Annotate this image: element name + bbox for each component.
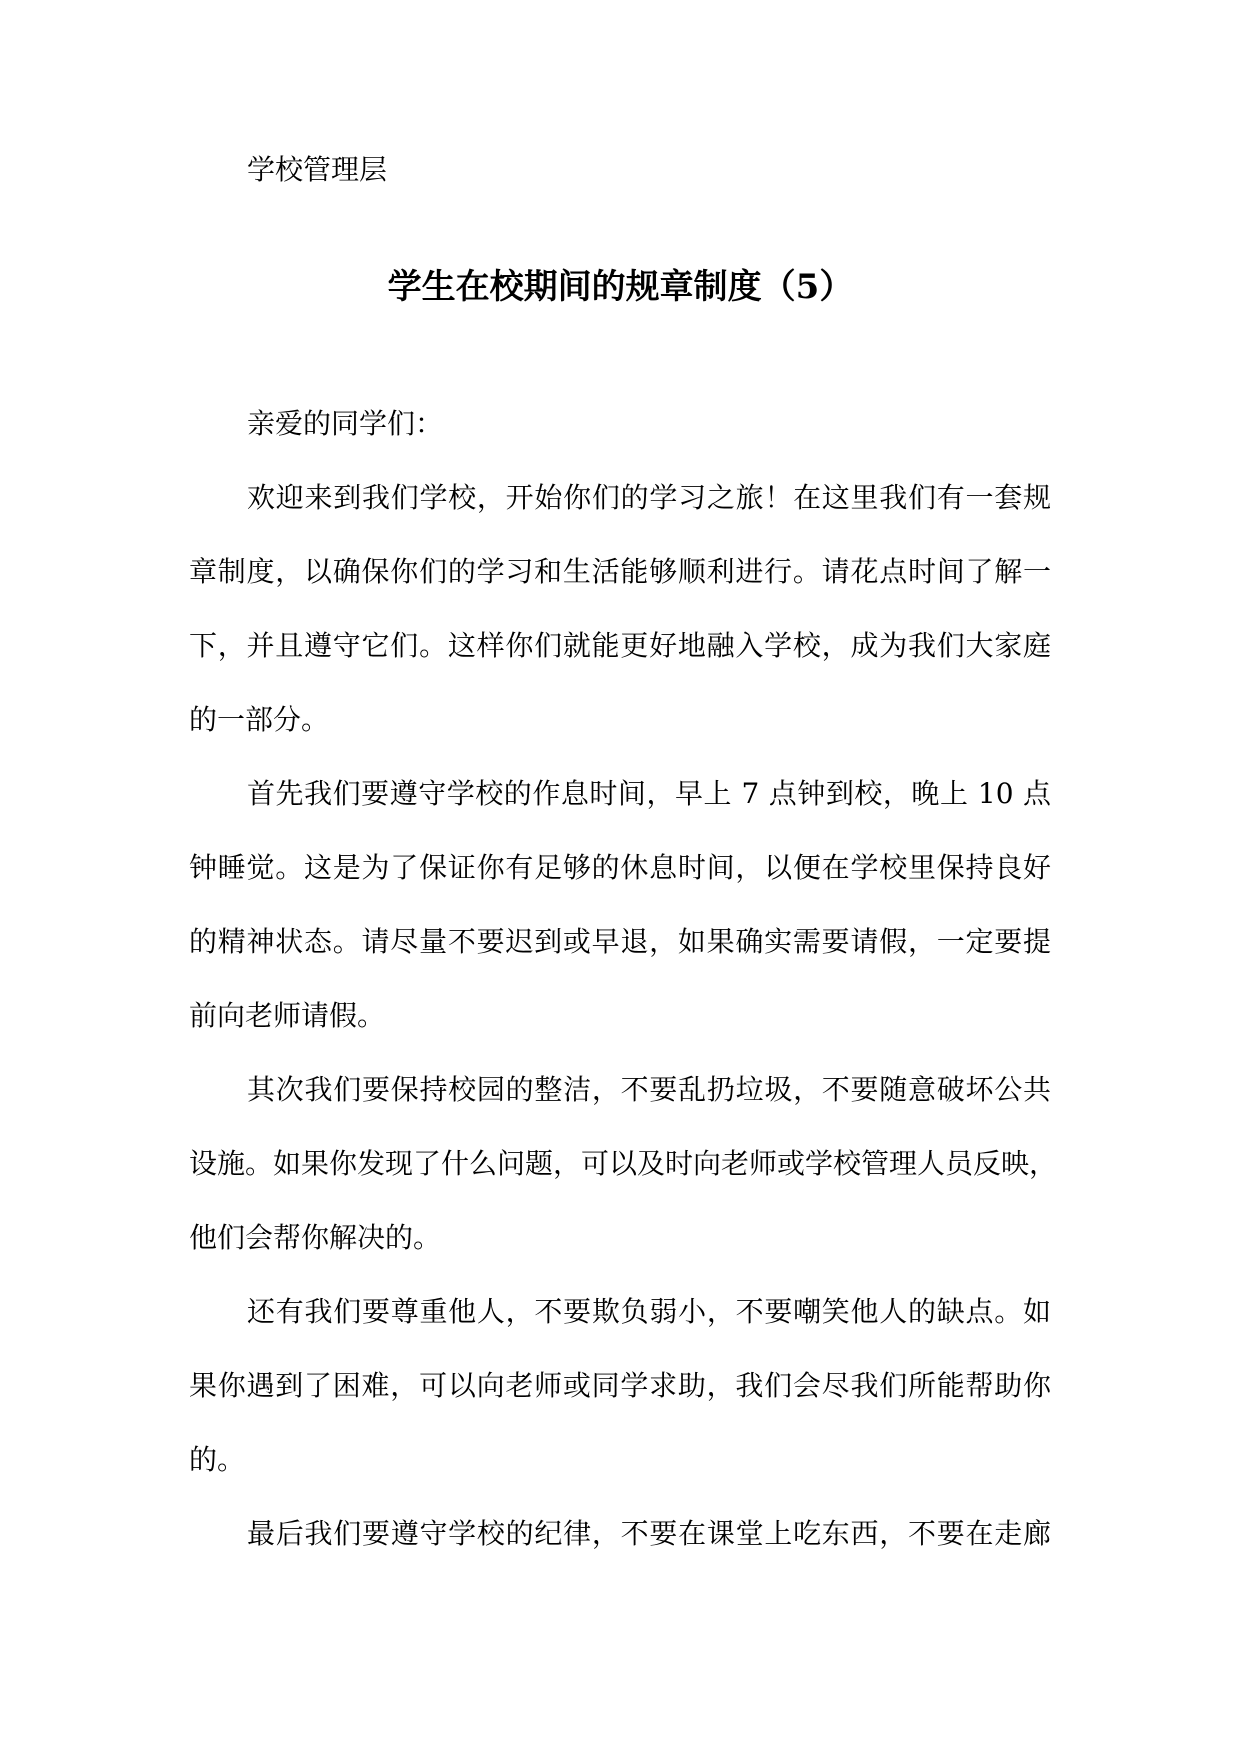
greeting	[189, 387, 1051, 461]
document-body	[189, 387, 1058, 1571]
paragraph-line: 设施。如果你发现了什么问题，可以及时向老师或学校管理人员反映，	[189, 1147, 1058, 1180]
paragraph-respect	[189, 1275, 1051, 1497]
paragraph-line: 其次我们要保持校园的整洁，不要乱扔垃圾，不要随意破坏公共	[247, 1073, 1051, 1106]
paragraph-line: 前向老师请假。	[189, 999, 386, 1032]
paragraph-line: 的精神状态。请尽量不要迟到或早退，如果确实需要请假，一定要提	[189, 925, 1051, 958]
paragraph-welcome	[189, 461, 1051, 757]
paragraph-cleanliness	[189, 1053, 1058, 1275]
document-header: 学校管理层	[247, 153, 388, 186]
paragraph-line: 他们会帮你解决的。	[189, 1221, 442, 1254]
paragraph-line: 还有我们要尊重他人，不要欺负弱小，不要嘲笑他人的缺点。如	[247, 1295, 1051, 1328]
paragraph-discipline	[189, 1497, 1051, 1571]
paragraph-line: 下，并且遵守它们。这样你们就能更好地融入学校，成为我们大家庭	[189, 629, 1051, 662]
document-title: 学生在校期间的规章制度（5）	[387, 267, 854, 307]
paragraph-line: 最后我们要遵守学校的纪律，不要在课堂上吃东西，不要在走廊	[247, 1517, 1051, 1550]
paragraph-line: 首先我们要遵守学校的作息时间，早上 7 点钟到校，晚上 10 点	[247, 777, 1051, 810]
paragraph-line: 的一部分。	[189, 703, 330, 736]
paragraph-line: 果你遇到了困难，可以向老师或同学求助，我们会尽我们所能帮助你	[189, 1369, 1051, 1402]
greeting-line: 亲爱的同学们：	[247, 407, 444, 440]
paragraph-line: 欢迎来到我们学校，开始你们的学习之旅！在这里我们有一套规	[247, 481, 1051, 514]
paragraph-line: 钟睡觉。这是为了保证你有足够的休息时间，以便在学校里保持良好	[189, 851, 1051, 884]
paragraph-schedule	[189, 757, 1051, 1053]
paragraph-line: 的。	[189, 1443, 246, 1476]
paragraph-line: 章制度，以确保你们的学习和生活能够顺利进行。请花点时间了解一	[189, 555, 1051, 588]
